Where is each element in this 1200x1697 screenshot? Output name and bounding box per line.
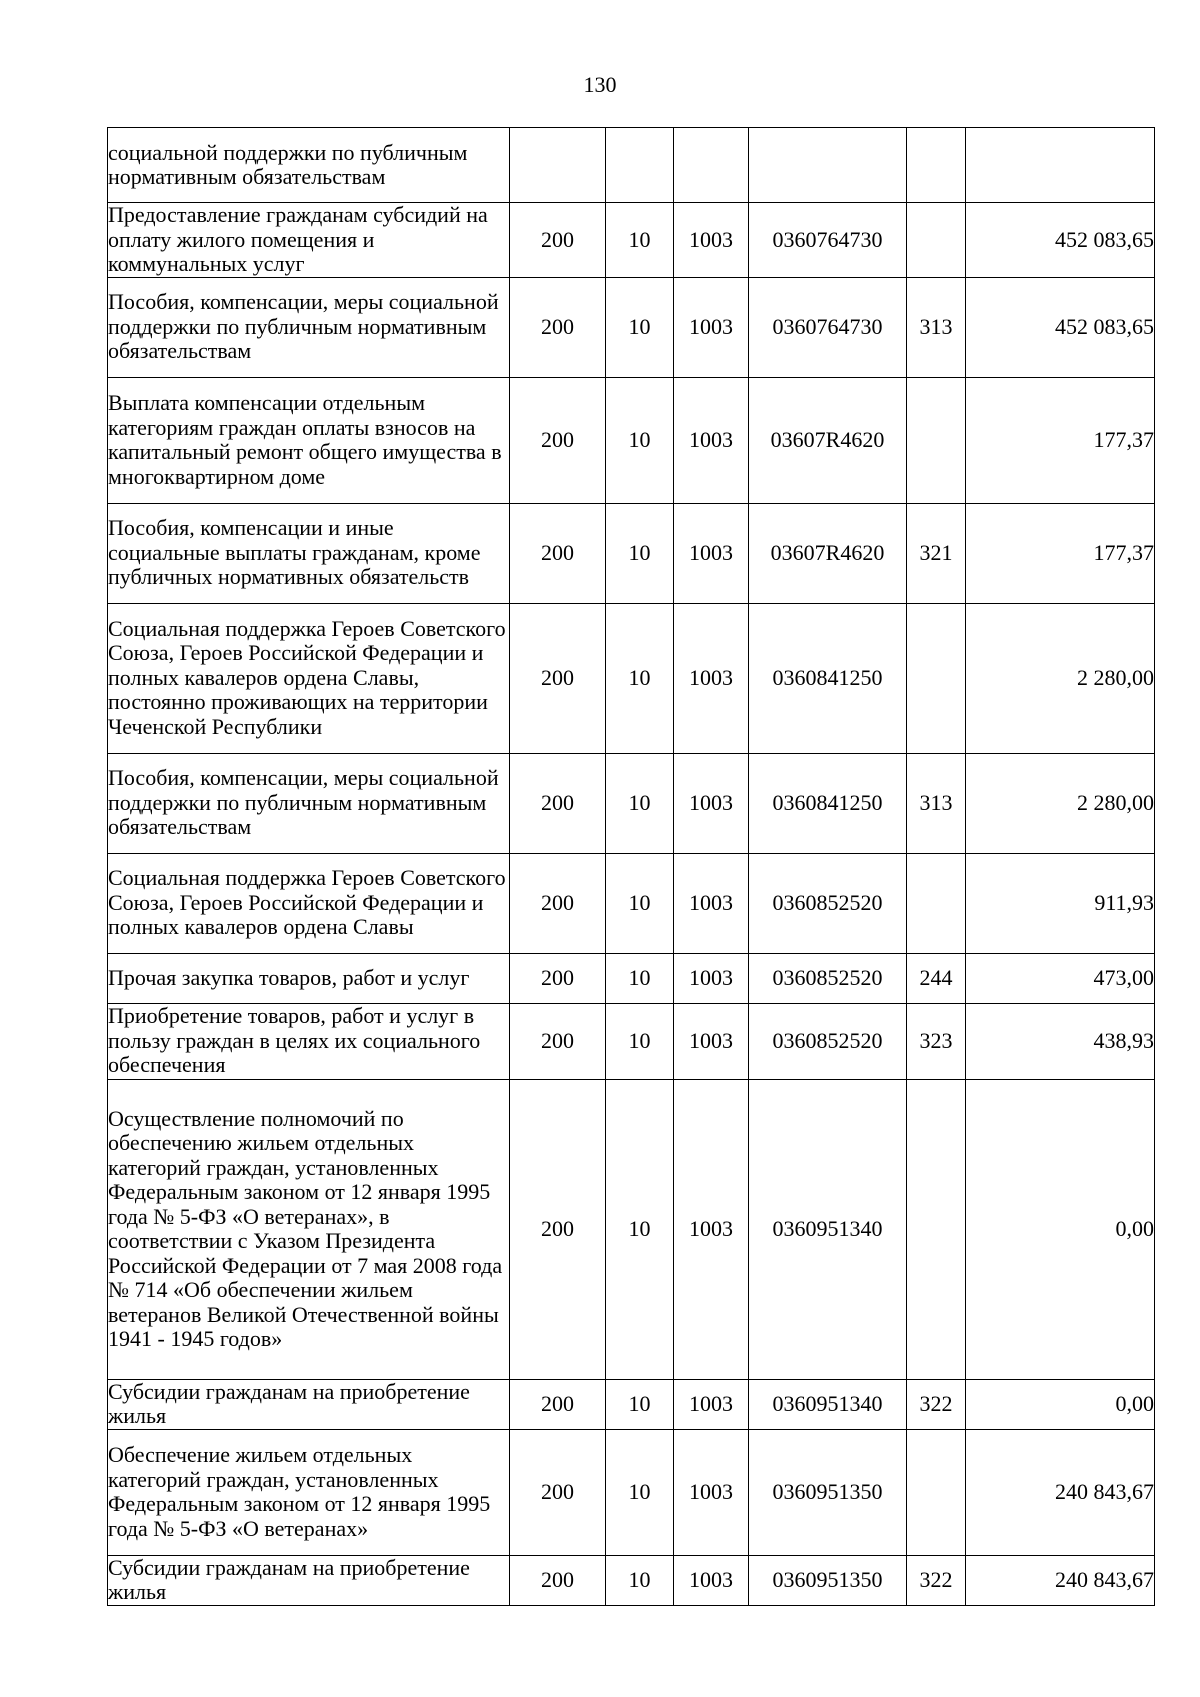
row-description: Осуществление полномочий по обеспечению жильем отдельных категорий граждан, установленных Федеральным законом от 12 января 1995 года № 5-ФЗ «О ветеранах», в соответствии с Указом Президента Российской Федерации от 7 мая 2008 года № 714 «Об обеспечении жильем ветеранов Великой Отечественной войны 1941 - 1945 годов» xyxy=(108,1079,510,1379)
row-description: Пособия, компенсации, меры социальной поддержки по публичным нормативным обязательствам xyxy=(108,753,510,853)
code-expense-type xyxy=(907,203,966,278)
amount-cell xyxy=(966,128,1155,203)
code-target-article: 0360841250 xyxy=(749,603,907,753)
code-target-article: 0360951340 xyxy=(749,1379,907,1429)
code-target-article: 0360852520 xyxy=(749,1003,907,1079)
code-ministry xyxy=(510,128,606,203)
code-subsection: 1003 xyxy=(674,1429,749,1555)
row-description: Выплата компенсации отдельным категориям граждан оплаты взносов на капитальный ремонт общего имущества в многоквартирном доме xyxy=(108,377,510,503)
code-subsection: 1003 xyxy=(674,603,749,753)
code-target-article: 0360852520 xyxy=(749,953,907,1003)
code-section: 10 xyxy=(606,753,674,853)
table-row xyxy=(108,1003,1155,1079)
code-ministry: 200 xyxy=(510,1379,606,1429)
code-ministry: 200 xyxy=(510,1555,606,1605)
code-expense-type: 322 xyxy=(907,1379,966,1429)
table-row xyxy=(108,1555,1155,1605)
table-row xyxy=(108,1379,1155,1429)
code-expense-type xyxy=(907,1079,966,1379)
code-ministry: 200 xyxy=(510,277,606,377)
code-target-article: 03607R4620 xyxy=(749,377,907,503)
amount-cell: 2 280,00 xyxy=(966,753,1155,853)
row-description: Пособия, компенсации и иные социальные выплаты гражданам, кроме публичных нормативных обязательств xyxy=(108,503,510,603)
amount-cell: 452 083,65 xyxy=(966,203,1155,278)
code-subsection: 1003 xyxy=(674,1003,749,1079)
code-section: 10 xyxy=(606,1429,674,1555)
code-expense-type: 321 xyxy=(907,503,966,603)
row-description: Социальная поддержка Героев Советского Союза, Героев Российской Федерации и полных кавалеров ордена Славы xyxy=(108,853,510,953)
code-target-article: 0360951350 xyxy=(749,1555,907,1605)
code-subsection: 1003 xyxy=(674,277,749,377)
code-section: 10 xyxy=(606,603,674,753)
code-section: 10 xyxy=(606,203,674,278)
code-section: 10 xyxy=(606,277,674,377)
code-target-article: 0360841250 xyxy=(749,753,907,853)
table-row xyxy=(108,128,1155,203)
table-row xyxy=(108,503,1155,603)
amount-cell: 911,93 xyxy=(966,853,1155,953)
code-section: 10 xyxy=(606,853,674,953)
code-section: 10 xyxy=(606,1555,674,1605)
row-description: Пособия, компенсации, меры социальной поддержки по публичным нормативным обязательствам xyxy=(108,277,510,377)
amount-cell: 240 843,67 xyxy=(966,1429,1155,1555)
code-subsection: 1003 xyxy=(674,1379,749,1429)
row-description: Приобретение товаров, работ и услуг в пользу граждан в целях их социального обеспечения xyxy=(108,1003,510,1079)
code-expense-type: 313 xyxy=(907,753,966,853)
code-expense-type xyxy=(907,128,966,203)
code-expense-type: 244 xyxy=(907,953,966,1003)
code-ministry: 200 xyxy=(510,603,606,753)
code-subsection xyxy=(674,128,749,203)
code-ministry: 200 xyxy=(510,1429,606,1555)
code-expense-type xyxy=(907,377,966,503)
amount-cell: 177,37 xyxy=(966,503,1155,603)
budget-table xyxy=(107,127,1155,1606)
amount-cell: 0,00 xyxy=(966,1379,1155,1429)
code-section: 10 xyxy=(606,377,674,503)
code-section: 10 xyxy=(606,503,674,603)
amount-cell: 177,37 xyxy=(966,377,1155,503)
code-expense-type xyxy=(907,1429,966,1555)
table-row xyxy=(108,203,1155,278)
code-subsection: 1003 xyxy=(674,1079,749,1379)
table-row xyxy=(108,753,1155,853)
code-subsection: 1003 xyxy=(674,1555,749,1605)
amount-cell: 438,93 xyxy=(966,1003,1155,1079)
code-ministry: 200 xyxy=(510,377,606,503)
code-section: 10 xyxy=(606,1003,674,1079)
code-expense-type xyxy=(907,853,966,953)
code-expense-type: 323 xyxy=(907,1003,966,1079)
code-expense-type: 322 xyxy=(907,1555,966,1605)
row-description: Предоставление гражданам субсидий на оплату жилого помещения и коммунальных услуг xyxy=(108,203,510,278)
code-subsection: 1003 xyxy=(674,377,749,503)
code-section: 10 xyxy=(606,1079,674,1379)
row-description: Обеспечение жильем отдельных категорий граждан, установленных Федеральным законом от 12 января 1995 года № 5-ФЗ «О ветеранах» xyxy=(108,1429,510,1555)
code-target-article: 0360951340 xyxy=(749,1079,907,1379)
row-description: Прочая закупка товаров, работ и услуг xyxy=(108,953,510,1003)
amount-cell: 0,00 xyxy=(966,1079,1155,1379)
code-target-article: 0360764730 xyxy=(749,277,907,377)
code-ministry: 200 xyxy=(510,503,606,603)
code-target-article: 0360852520 xyxy=(749,853,907,953)
code-subsection: 1003 xyxy=(674,853,749,953)
table-row xyxy=(108,277,1155,377)
code-subsection: 1003 xyxy=(674,953,749,1003)
row-description: Субсидии гражданам на приобретение жилья xyxy=(108,1379,510,1429)
code-ministry: 200 xyxy=(510,1079,606,1379)
table-body xyxy=(108,128,1155,1606)
amount-cell: 2 280,00 xyxy=(966,603,1155,753)
table-row xyxy=(108,377,1155,503)
code-expense-type: 313 xyxy=(907,277,966,377)
code-ministry: 200 xyxy=(510,853,606,953)
code-ministry: 200 xyxy=(510,953,606,1003)
code-subsection: 1003 xyxy=(674,753,749,853)
code-subsection: 1003 xyxy=(674,203,749,278)
table-row xyxy=(108,1079,1155,1379)
code-ministry: 200 xyxy=(510,753,606,853)
code-ministry: 200 xyxy=(510,203,606,278)
code-section: 10 xyxy=(606,1379,674,1429)
table-row xyxy=(108,1429,1155,1555)
code-section xyxy=(606,128,674,203)
code-expense-type xyxy=(907,603,966,753)
table-row xyxy=(108,603,1155,753)
amount-cell: 452 083,65 xyxy=(966,277,1155,377)
page-number: 130 xyxy=(583,72,617,97)
code-target-article: 0360764730 xyxy=(749,203,907,278)
row-description: Социальная поддержка Героев Советского Союза, Героев Российской Федерации и полных кавалеров ордена Славы, постоянно проживающих на территории Чеченской Республики xyxy=(108,603,510,753)
code-subsection: 1003 xyxy=(674,503,749,603)
row-description: социальной поддержки по публичным нормативным обязательствам xyxy=(108,128,510,203)
code-target-article: 0360951350 xyxy=(749,1429,907,1555)
code-section: 10 xyxy=(606,953,674,1003)
row-description: Субсидии гражданам на приобретение жилья xyxy=(108,1555,510,1605)
table-row xyxy=(108,953,1155,1003)
amount-cell: 473,00 xyxy=(966,953,1155,1003)
amount-cell: 240 843,67 xyxy=(966,1555,1155,1605)
code-target-article: 03607R4620 xyxy=(749,503,907,603)
code-ministry: 200 xyxy=(510,1003,606,1079)
table-row xyxy=(108,853,1155,953)
code-target-article xyxy=(749,128,907,203)
